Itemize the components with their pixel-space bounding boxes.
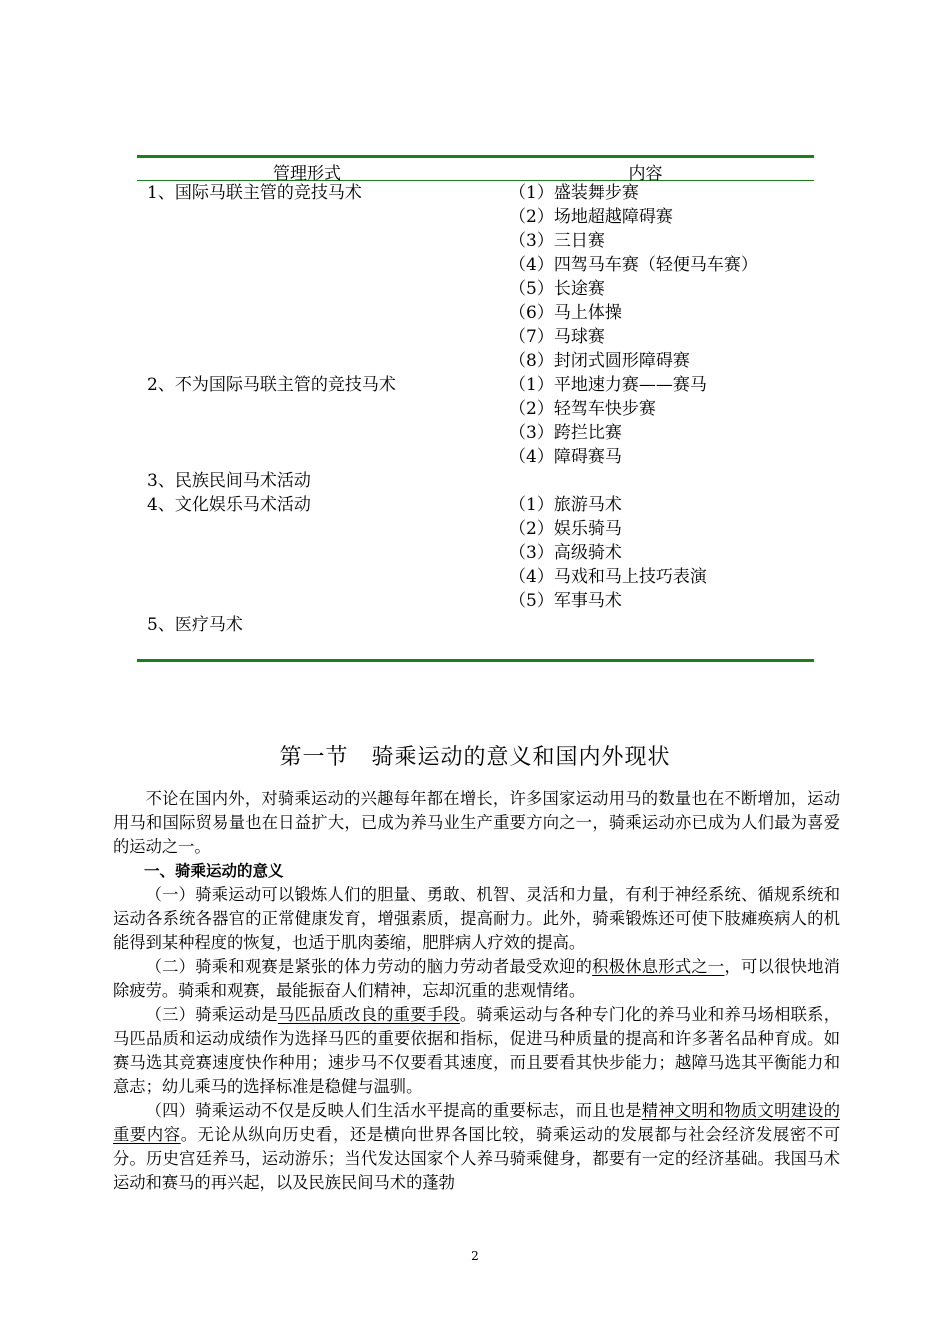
section-body [113,787,840,1195]
p4-underlined: 精神文明和物质文明建设的重要内容 [113,1101,840,1144]
management-form-cell: 5、医疗马术 [147,615,243,635]
subheading: 一、骑乘运动的意义 [144,862,284,880]
paragraph-3 [113,1003,840,1099]
page-number: 2 [471,1249,479,1263]
table-row [137,469,814,493]
paragraph-1: （一）骑乘运动可以锻炼人们的胆量、勇敢、机智、灵活和力量，有利于神经系统、循规系统和运动各系统各器官的正常健康发育，增强素质，提高耐力。此外，骑乘锻炼还可使下肢瘫痪病人的机能得到某种程度的恢复，也适于肌肉萎缩，肥胖病人疗效的提高。 [113,885,840,952]
p2-text-a: （二）骑乘和观赛是紧张的体力劳动的脑力劳动者最受欢迎的 [145,957,593,976]
paragraph-2 [113,955,840,1003]
table-body [137,181,814,637]
p4-text-a: （四）骑乘运动不仅是反映人们生活水平提高的重要标志，而且也是 [145,1101,642,1120]
content-item: （4）障碍赛马 [509,447,622,467]
header-content: 内容 [628,164,663,184]
p2-text-b: ，可以很快地消除疲劳。骑乘和观赛，最能振奋人们精神，忘却沉重的悲观情绪。 [113,957,840,1000]
table-row [137,613,814,637]
content-cell [509,613,814,637]
table-row [137,373,814,469]
table-bottom-rule [137,659,814,662]
content-item: （1）旅游马术 [509,495,622,515]
section-title: 第一节 骑乘运动的意义和国内外现状 [279,745,671,770]
content-item: （3）跨拦比赛 [509,423,622,443]
management-form-cell: 1、国际马联主管的竞技马术 [147,183,362,203]
content-item: （4）马戏和马上技巧表演 [509,567,707,587]
content-item: （6）马上体操 [509,303,622,323]
table-row [137,493,814,613]
table-header [137,158,814,184]
management-form-cell: 2、不为国际马联主管的竞技马术 [147,375,396,395]
management-forms-table [137,155,814,637]
content-cell [509,493,814,613]
content-item: （4）四驾马车赛（轻便马车赛） [509,255,758,275]
p2-underlined: 积极休息形式之一 [592,957,725,976]
content-cell [509,469,814,493]
p3-underlined: 马匹品质改良的重要手段 [277,1005,460,1024]
content-item: （1）平地速力赛——赛马 [509,375,707,395]
content-cell [509,181,814,373]
content-item: （2）轻驾车快步赛 [509,399,656,419]
content-item: （1）盛装舞步赛 [509,183,639,203]
content-item: （3）三日赛 [509,231,605,251]
paragraph-4 [113,1099,840,1195]
content-cell [509,373,814,469]
p3-text-a: （三）骑乘运动是 [145,1005,278,1024]
content-item: （2）娱乐骑马 [509,519,622,539]
p4-text-b: 。无论从纵向历史看，还是横向世界各国比较，骑乘运动的发展都与社会经济发展密不可分。历史宫廷养马，运动游乐；当代发达国家个人养马骑乘健身，都要有一定的经济基础。我国马术运动和赛马的再兴起，以及民族民间马术的蓬勃 [113,1125,840,1192]
content-item: （2）场地超越障碍赛 [509,207,673,227]
intro-paragraph: 不论在国内外，对骑乘运动的兴趣每年都在增长，许多国家运动用马的数量也在不断增加，运动用马和国际贸易量也在日益扩大，已成为养马业生产重要方向之一，骑乘运动亦已成为人们最为喜爱的运动之一。 [113,789,840,856]
p3-text-b: 。骑乘运动与各种专门化的养马业和养马场相联系，马匹品质和运动成绩作为选择马匹的重要依据和指标，促进马种质量的提高和许多著名品种育成。如赛马选其竞赛速度快作种用；速步马不仅要看其速度，而且要看其快步能力；越障马选其平衡能力和意志；幼儿乘马的选择标准是稳健与温驯。 [113,1005,840,1096]
content-item: （5）长途赛 [509,279,605,299]
content-item: （5）军事马术 [509,591,622,611]
content-item: （7）马球赛 [509,327,605,347]
header-management-form: 管理形式 [273,164,341,184]
table-row [137,181,814,373]
content-item: （3）高级骑术 [509,543,622,563]
management-form-cell: 3、民族民间马术活动 [147,471,311,491]
management-form-cell: 4、文化娱乐马术活动 [147,495,311,515]
content-item: （8）封闭式圆形障碍赛 [509,351,690,371]
